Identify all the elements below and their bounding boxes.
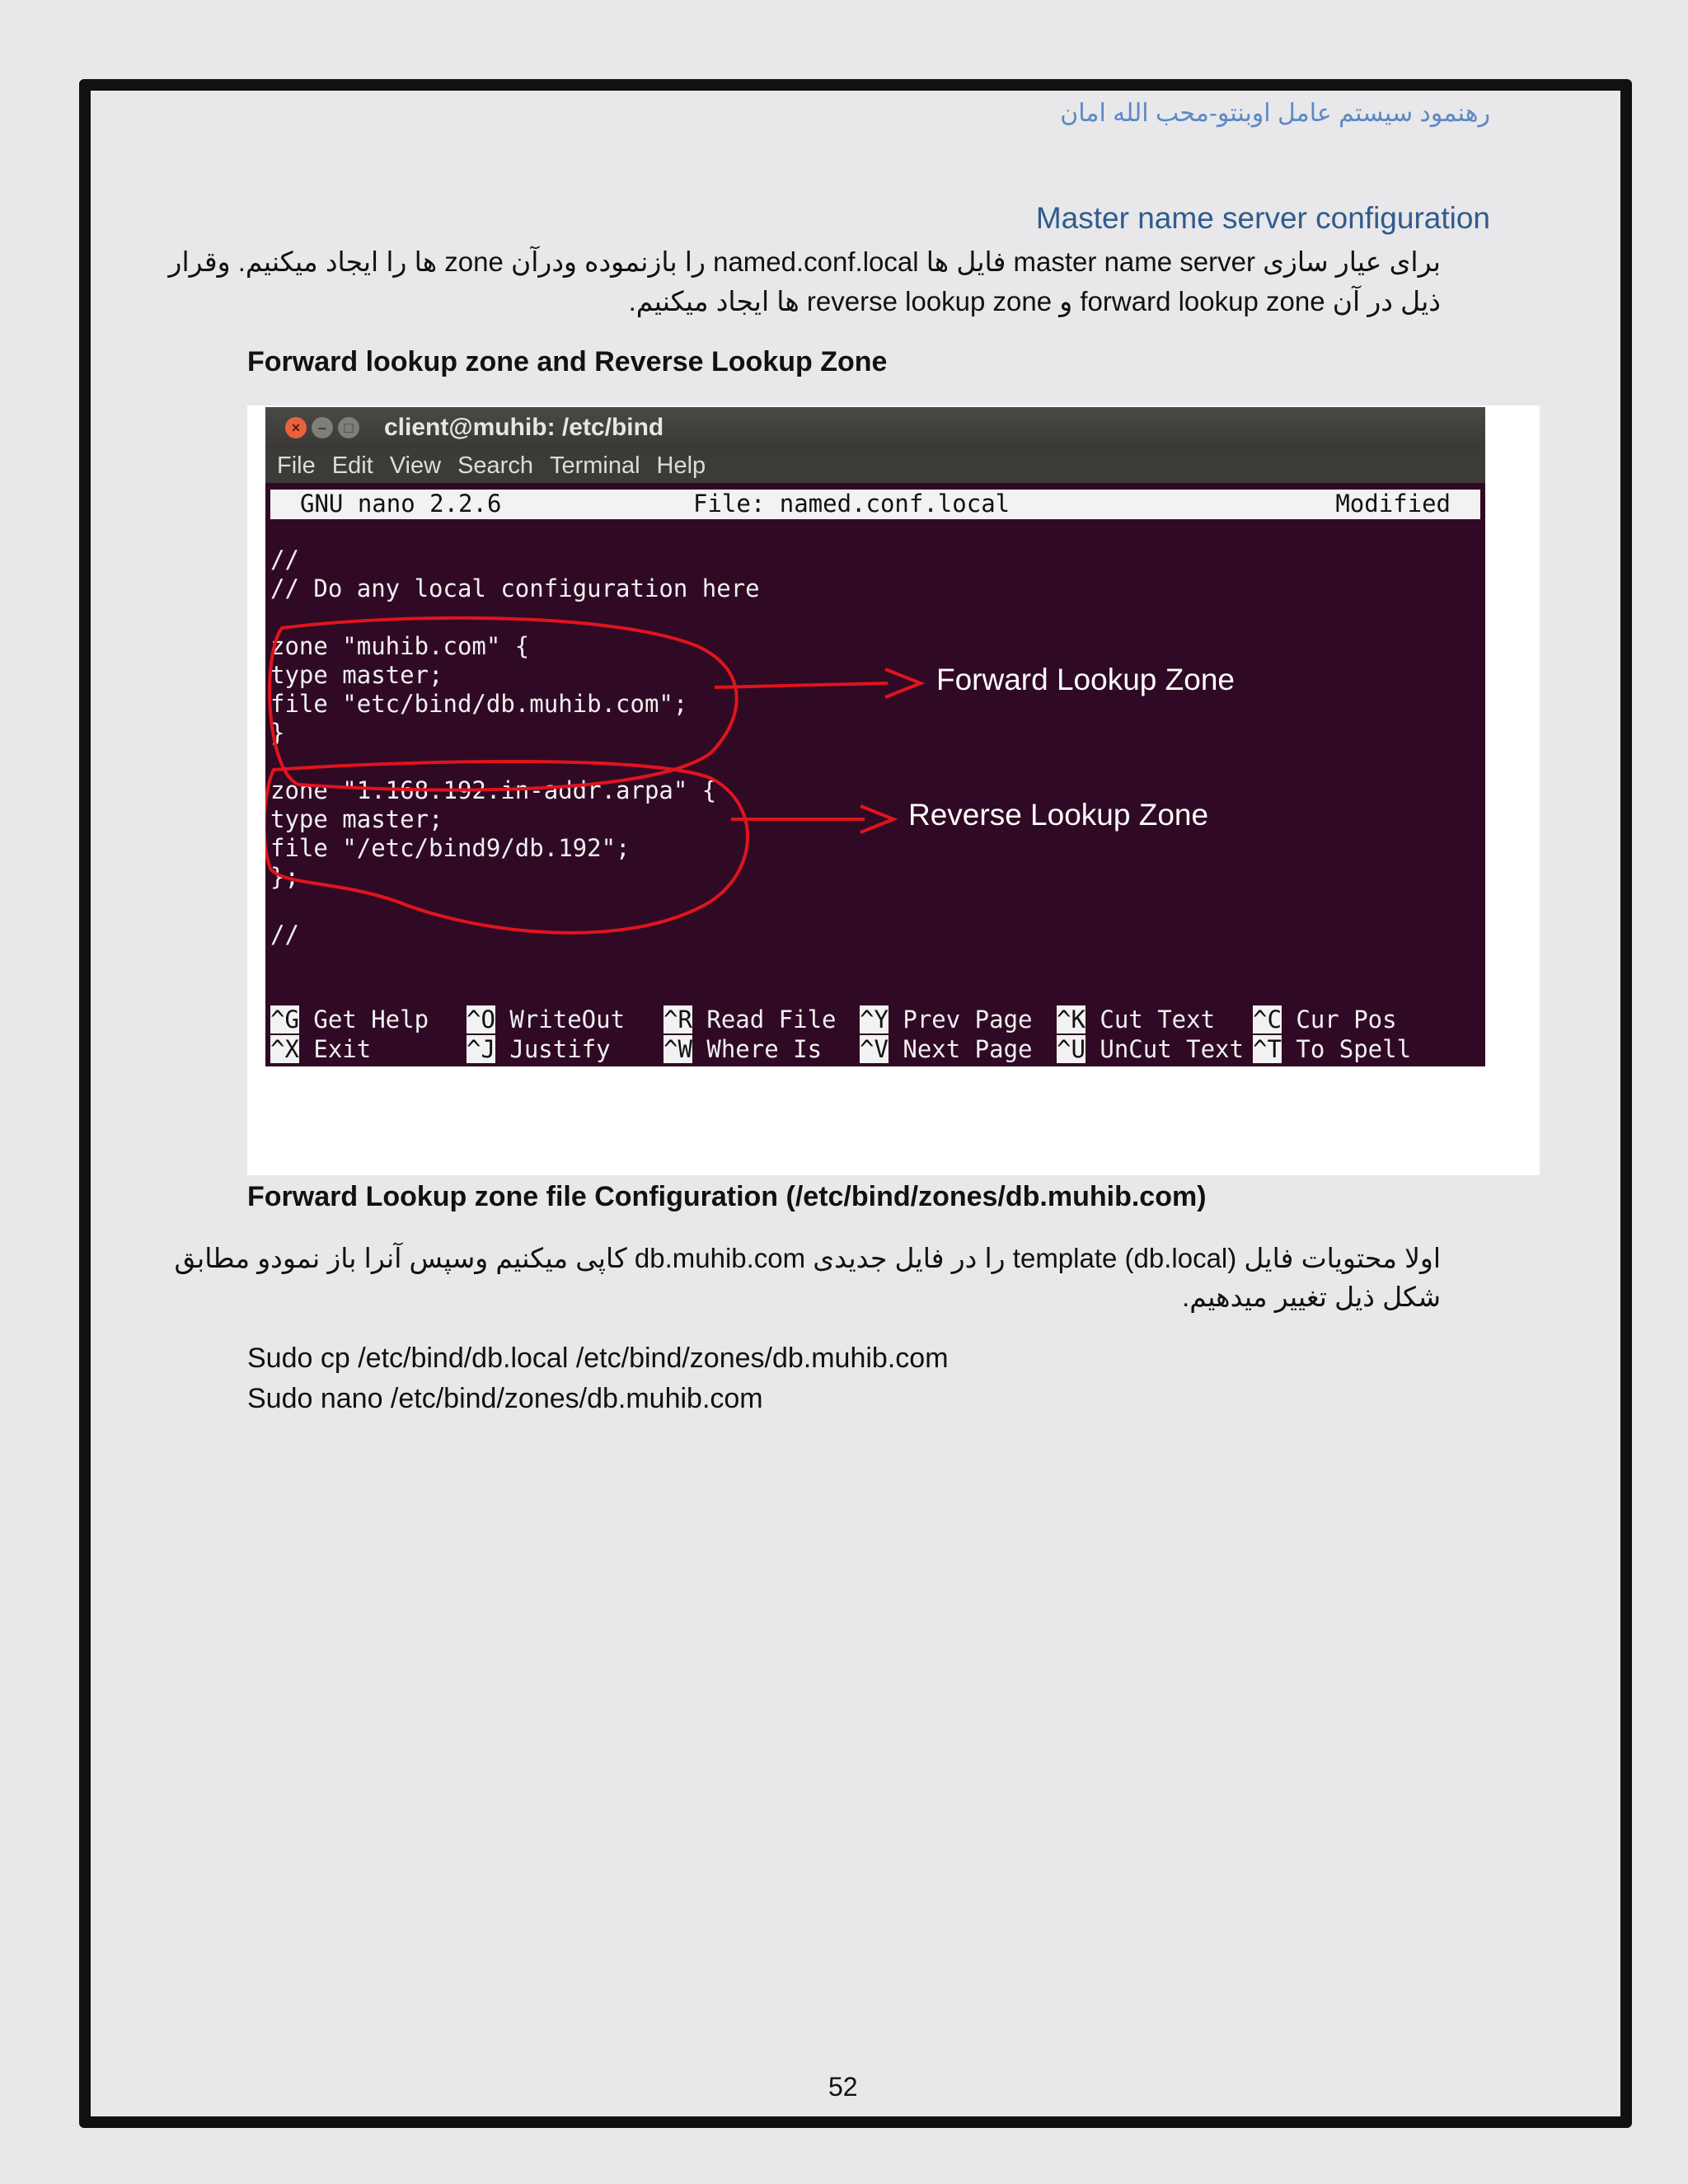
window-title: client@muhib: /etc/bind [384,414,664,441]
forward-zone-label: Forward Lookup Zone [936,663,1235,696]
code-line: // [270,546,299,574]
shortcut[interactable] [1057,1005,1215,1034]
menu-terminal[interactable]: Terminal [549,452,640,479]
shortcut-label: Next Page [888,1035,1033,1063]
running-header: رهنمود سیستم عامل اوبنتو-محب الله امان [1060,100,1490,127]
para2-line-2: شکل ذیل تغییر میدهیم. [1182,1282,1441,1312]
shortcut-key: ^U [1057,1035,1085,1063]
shortcut-key: ^Y [860,1005,889,1033]
code-line: zone "muhib.com" { [270,632,530,660]
shortcut[interactable] [1253,1035,1411,1064]
shortcut[interactable] [270,1035,371,1064]
menu-help[interactable]: Help [656,452,706,479]
shortcut[interactable] [467,1035,611,1064]
shortcut-label: Read File [692,1005,837,1033]
code-line: type master; [270,661,443,689]
terminal-window [265,407,1485,1066]
shortcut-label: Cut Text [1085,1005,1216,1033]
code-line: // [270,921,299,949]
shortcut-key: ^T [1253,1035,1282,1063]
code-line: file "/etc/bind9/db.192"; [270,834,631,862]
red-annotations [265,407,1485,1066]
shortcut-label: Get Help [298,1005,429,1033]
code-line: }; [270,863,299,891]
nano-modified-flag: Modified [1335,490,1451,518]
shortcut-key: ^J [467,1035,495,1063]
menu-edit[interactable]: Edit [331,452,373,479]
code-line: type master; [270,805,443,833]
nano-version: GNU nano 2.2.6 [300,490,502,518]
shortcut-label: Prev Page [888,1005,1033,1033]
shortcut[interactable] [467,1005,625,1034]
code-line: file "etc/bind/db.muhib.com"; [270,690,688,718]
menu-view[interactable]: View [389,452,442,479]
reverse-arrow-head [860,806,893,832]
terminal-screenshot [247,405,1540,1175]
shortcut-key: ^K [1057,1005,1085,1033]
reverse-zone-label: Reverse Lookup Zone [908,798,1209,832]
close-icon[interactable]: × [285,417,307,438]
minimize-icon[interactable]: – [312,417,333,438]
shortcut-label: Exit [298,1035,372,1063]
code-line: } [270,719,285,747]
nano-shortcuts [270,1005,1485,1066]
shortcut-key: ^R [663,1005,692,1033]
code-line: // Do any local configuration here [270,574,760,602]
shortcut-label: Cur Pos [1281,1005,1397,1033]
shortcut[interactable] [1057,1035,1244,1064]
shortcut[interactable] [663,1035,822,1064]
para2-line-1: اولا محتویات فایل template (db.local) را در فایل جدیدی db.muhib.com کاپی میکنیم وسپس آنرا باز نمودو مطابق [174,1243,1441,1273]
intro-line-2: ذیل در آن forward lookup zone و reverse lookup zone ها ایجاد میکنیم. [628,286,1441,316]
maximize-icon[interactable]: □ [338,417,359,438]
command-nano: Sudo nano /etc/bind/zones/db.muhib.com [247,1383,763,1414]
shortcut[interactable] [663,1005,837,1034]
forward-arrow-head [885,669,921,697]
shortcut-label: Where Is [692,1035,823,1063]
menu-search[interactable]: Search [457,452,533,479]
shortcut-label: Justify [495,1035,611,1063]
shortcut[interactable] [860,1005,1033,1034]
heading-forward-zone-file: Forward Lookup zone file Configuration (/etc/bind/zones/db.muhib.com) [247,1181,1207,1212]
nano-file-name: File: named.conf.local [693,490,1010,518]
shortcut-label: To Spell [1281,1035,1412,1063]
forward-arrow-line [715,683,888,687]
shortcut-key: ^V [860,1035,889,1063]
menu-file[interactable]: File [277,452,316,479]
shortcut[interactable] [270,1005,429,1034]
command-copy: Sudo cp /etc/bind/db.local /etc/bind/zones/db.muhib.com [247,1343,949,1374]
section-title: Master name server configuration [1035,201,1490,235]
code-line: zone "1.168.192.in-addr.arpa" { [270,776,717,804]
shortcut-label: UnCut Text [1085,1035,1244,1063]
shortcut-key: ^C [1253,1005,1282,1033]
shortcut[interactable] [860,1035,1033,1064]
shortcut-label: WriteOut [495,1005,626,1033]
shortcut[interactable] [1253,1005,1397,1034]
intro-line-1: برای عیار سازی master name server فایل ها named.conf.local را بازنموده ودرآن zone ها را ایجاد میکنیم. وقرار [168,246,1441,277]
shortcut-key: ^O [467,1005,495,1033]
shortcut-key: ^G [270,1005,299,1033]
shortcut-key: ^W [663,1035,692,1063]
shortcut-key: ^X [270,1035,299,1063]
page-number: 52 [828,2072,858,2102]
heading-forward-reverse: Forward lookup zone and Reverse Lookup Zone [247,346,888,377]
